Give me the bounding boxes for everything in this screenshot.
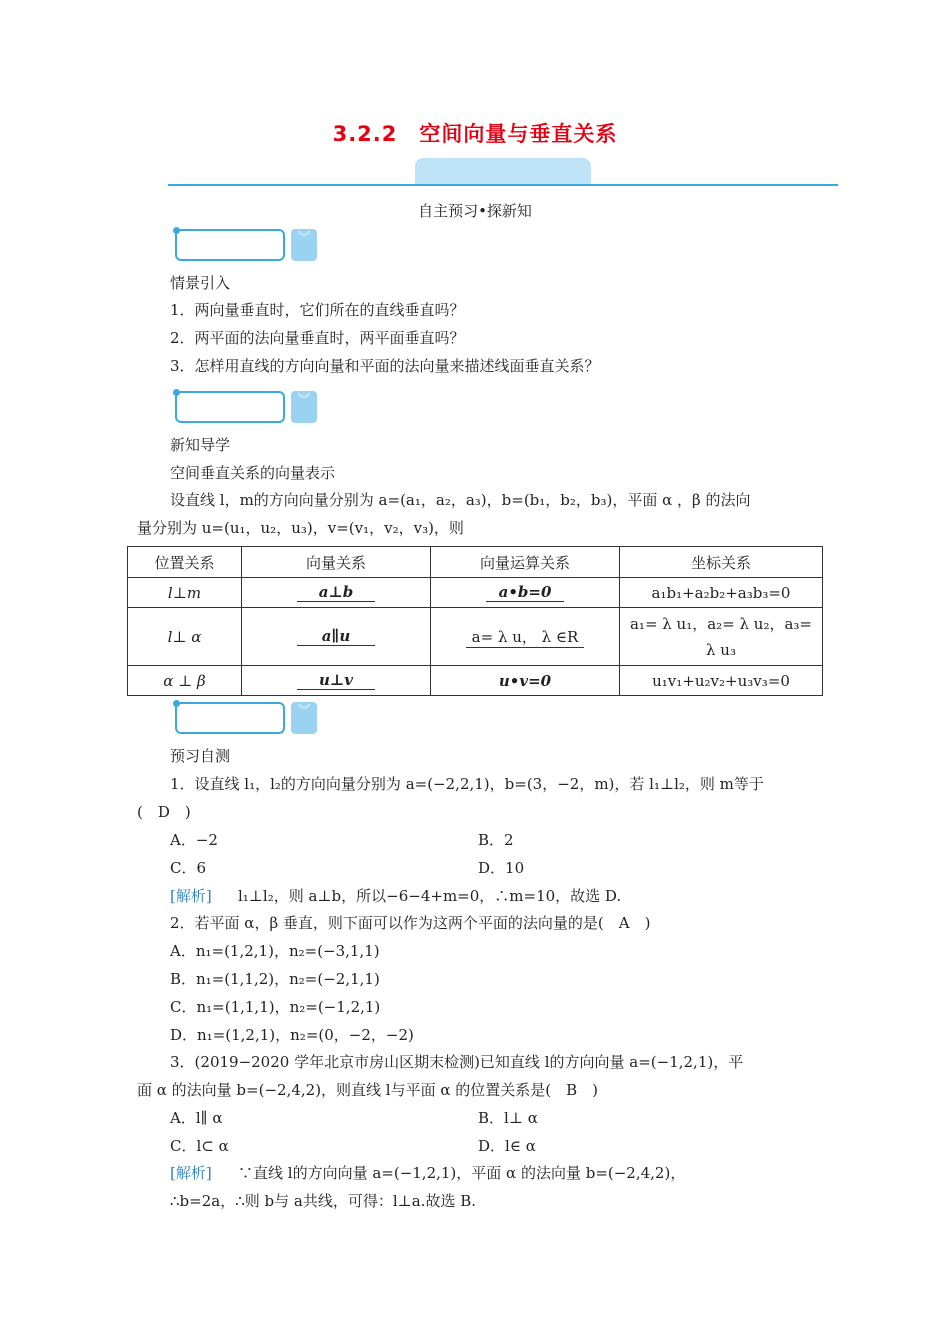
option-a: A．−2 [170,831,218,849]
intro-heading: 情景引入 [170,274,231,292]
section-badge [175,702,285,734]
table-header-row [128,547,823,578]
table-header: 坐标关系 [620,547,823,578]
section-badge [175,229,285,261]
new-heading: 新知导学 [170,436,231,454]
table-row [128,666,823,696]
option-d: D．l∈ α [478,1137,536,1155]
intro-question: 1．两向量垂直时，它们所在的直线垂直吗？ [170,301,465,319]
option-c: C．l⊂ α [170,1137,229,1155]
question-answer: ( D ) [137,803,191,821]
relation-table [127,546,823,696]
table-header: 位置关系 [128,547,242,578]
chevron-down-icon: ︾ [291,229,317,261]
option-b: B．2 [478,831,514,849]
preview-heading: 预习自测 [170,747,231,765]
section-badge [175,391,285,423]
table-header: 向量运算关系 [431,547,620,578]
table-cell: l⊥m [128,578,242,608]
option-b: B．n₁=(1,1,2)，n₂=(−2,1,1) [170,970,380,988]
question-stem: 面 α 的法向量 b=(−2,4,2)，则直线 l与平面 α 的位置关系是( B ) [137,1081,599,1099]
badge-dot [173,700,180,707]
option-d: D．n₁=(1,2,1)，n₂=(0，−2，−2) [170,1026,414,1044]
option-c: C．n₁=(1,1,1)，n₂=(−1,2,1) [170,998,381,1016]
question-stem: 3．(2019−2020 学年北京市房山区期末检测)已知直线 l的方向向量 a=(−1,2,1)，平 [170,1053,744,1071]
chevron-down-icon: ︾ [291,702,317,734]
section-tab [415,158,591,185]
question-stem: 1．设直线 l₁，l₂的方向向量分别为 a=(−2,2,1)，b=(3，−2，m)，若 l₁⊥l₂，则 m等于 [170,775,764,793]
table-cell-answer: a∥u [297,627,375,646]
badge-dot [173,227,180,234]
section-heading: 自主预习•探新知 [418,202,532,220]
option-a: A．n₁=(1,2,1)，n₂=(−3,1,1) [170,942,380,960]
intro-question: 3．怎样用直线的方向向量和平面的法向量来描述线面垂直关系？ [170,357,600,375]
table-header: 向量关系 [242,547,431,578]
badge-dot [173,389,180,396]
table-cell: l⊥ α [128,608,242,666]
analysis-text: l₁⊥l₂，则 a⊥b，所以−6−4+m=0，∴m=10，故选 D. [238,887,622,905]
option-d: D．10 [478,859,525,877]
option-b: B．l⊥ α [478,1109,538,1127]
new-subheading: 空间垂直关系的向量表示 [170,464,336,482]
header-divider [168,184,838,186]
analysis-label: [解析] [170,887,212,905]
option-c: C．6 [170,859,207,877]
option-a: A．l∥ α [170,1109,223,1127]
question-stem: 2．若平面 α，β 垂直，则下面可以作为这两个平面的法向量的是( A ) [170,914,651,932]
page-title: 3.2.2 空间向量与垂直关系 [332,122,618,146]
intro-question: 2．两平面的法向量垂直时，两平面垂直吗？ [170,329,465,347]
analysis-text: ∴b=2a，∴则 b与 a共线，可得：l⊥a.故选 B. [170,1192,476,1210]
table-row [128,578,823,608]
table-row [128,608,823,666]
analysis-label: [解析] [170,1164,212,1182]
setup-paragraph: 量分别为 u=(u₁，u₂，u₃)，v=(v₁，v₂，v₃)，则 [137,519,464,537]
table-cell-answer: a•b=0 [486,583,564,602]
table-cell-answer: a⊥b [297,583,375,602]
setup-paragraph: 设直线 l，m的方向向量分别为 a=(a₁，a₂，a₃)，b=(b₁，b₂，b₃)，平面 α ，β 的法向 [170,491,751,509]
table-cell-answer: u⊥v [297,671,375,690]
table-cell: u₁v₁+u₂v₂+u₃v₃=0 [620,666,823,696]
analysis-text: ∵直线 l的方向向量 a=(−1,2,1)，平面 α 的法向量 b=(−2,4,2)， [238,1164,686,1182]
table-cell: α ⊥ β [128,666,242,696]
table-cell: u•v=0 [431,666,620,696]
table-cell-answer: a= λ u， λ ∈R [466,626,585,648]
chevron-down-icon: ︾ [291,391,317,423]
table-cell: a₁= λ u₁，a₂= λ u₂，a₃= λ u₃ [620,608,823,666]
table-cell: a₁b₁+a₂b₂+a₃b₃=0 [620,578,823,608]
